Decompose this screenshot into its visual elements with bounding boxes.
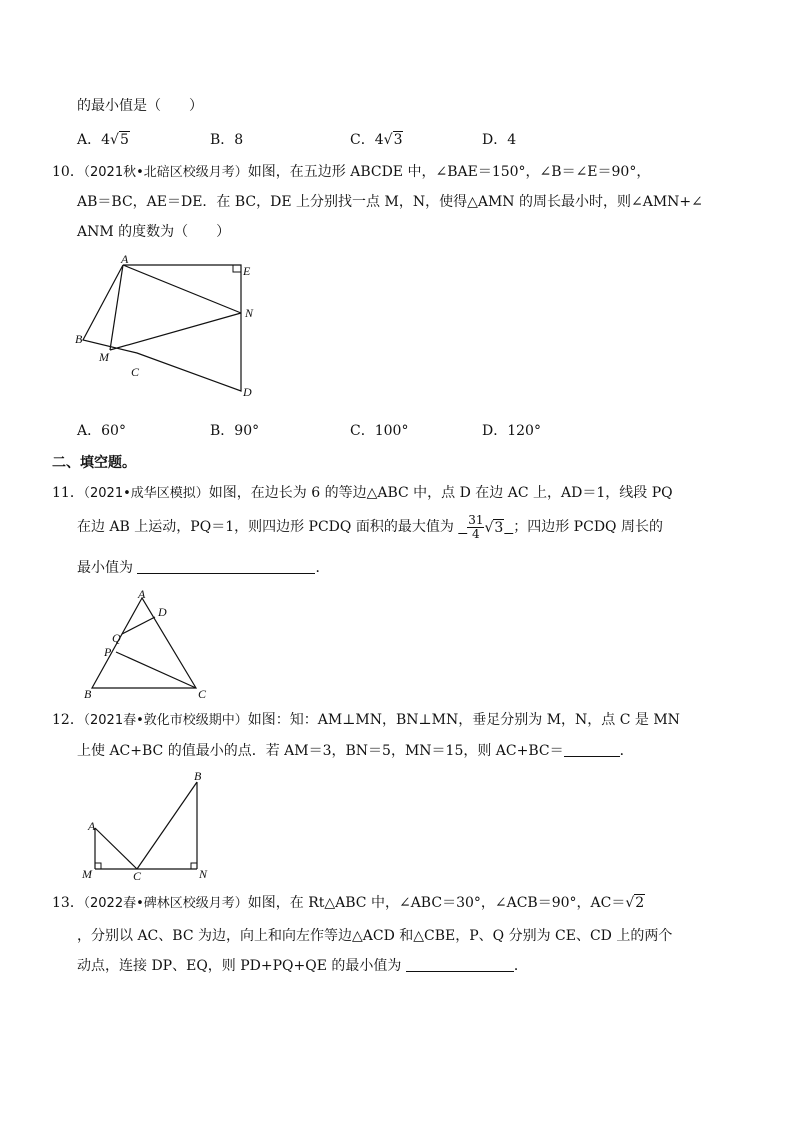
q10-option-b[interactable]: B．90°: [210, 423, 260, 439]
q11-line2: 在边 AB 上运动，PQ＝1，则四边形 PCDQ 面积的最大值为 $\frac{31}{4}$ √3 ；四边形 PCDQ 周长的: [77, 513, 663, 541]
q13-number: 13．: [52, 895, 84, 911]
q10-label-d: D: [243, 385, 252, 399]
q11-answer-fraction: $\frac{31}{4}$: [468, 513, 484, 541]
q12-number: 12．: [52, 712, 84, 728]
q13-source: （2022春•碑林区校级月考）: [77, 896, 248, 911]
q11-number: 11．: [52, 485, 84, 501]
q9-stem-tail: 的最小值是（ ）: [77, 98, 203, 114]
q13-line1: （2022春•碑林区校级月考）如图，在 Rt△ABC 中，∠ABC＝30°，∠ACB＝90°，AC＝√2: [77, 895, 645, 911]
q11-label-q: Q: [112, 631, 121, 645]
q13-line3: 动点，连接 DP、EQ，则 PD+PQ+QE 的最小值为 ．: [77, 958, 528, 974]
q12-figure: [80, 769, 210, 883]
q11-line3: 最小值为 ．: [77, 560, 330, 576]
q10-line3: ANM 的度数为（ ）: [77, 224, 231, 240]
q11-answer-blank[interactable]: $\frac{31}{4}$ √3: [468, 513, 504, 541]
q11-label-b: B: [84, 687, 92, 701]
q12-label-c: C: [133, 869, 142, 883]
q12-label-n: N: [199, 867, 208, 881]
q10-option-d[interactable]: D．120°: [482, 423, 541, 439]
q12-source: （2021春•敦化市校级期中）: [77, 713, 248, 728]
q12-line2: 上使 AC+BC 的值最小的点．若 AM＝3，BN＝5，MN＝15，则 AC+BC＝ ．: [77, 743, 634, 759]
q11-label-p: P: [104, 645, 112, 659]
q10-figure: [75, 252, 265, 403]
q9-option-b[interactable]: B．8: [210, 132, 244, 148]
q10-line1: （2021秋•北碚区校级月考）如图，在五边形 ABCDE 中，∠BAE＝150°，∠B＝∠E＝90°，: [77, 164, 651, 180]
q10-options: [77, 420, 677, 440]
q11-source: （2021•成华区模拟）: [77, 486, 209, 501]
q10-source: （2021秋•北碚区校级月考）: [77, 165, 248, 180]
q13-answer-blank[interactable]: [406, 957, 514, 972]
q10-line2: AB＝BC，AE＝DE．在 BC，DE 上分别找一点 M，N，使得△AMN 的周长最小时，则∠AMN+∠: [77, 194, 703, 210]
q12-label-m: M: [82, 867, 92, 881]
q10-label-m: M: [99, 350, 109, 364]
q12-answer-blank[interactable]: [564, 742, 620, 757]
q10-label-c: C: [131, 365, 140, 379]
q10-label-a: A: [121, 252, 129, 266]
q9-option-d[interactable]: D．4: [482, 132, 517, 148]
q12-label-b: B: [194, 769, 202, 783]
q12-line1: （2021春•敦化市校级期中）如图：知：AM⊥MN，BN⊥MN，垂足分别为 M，N，点 C 是 MN: [77, 712, 680, 728]
q11-line1: （2021•成华区模拟）如图，在边长为 6 的等边△ABC 中，点 D 在边 AC 上，AD＝1，线段 PQ: [77, 485, 673, 501]
q10-number: 10．: [52, 164, 84, 180]
q11-label-a: A: [138, 587, 146, 601]
q10-label-n: N: [245, 306, 254, 320]
q12-label-a: A: [88, 819, 96, 833]
q10-label-e: E: [243, 264, 251, 278]
q11-label-d: D: [158, 605, 167, 619]
q11-perimeter-blank[interactable]: [137, 559, 315, 574]
q10-option-a[interactable]: A．60°: [77, 423, 126, 439]
q9-option-c[interactable]: C．4√3: [350, 132, 403, 148]
q10-option-c[interactable]: C．100°: [350, 423, 409, 439]
q11-label-c: C: [198, 687, 207, 701]
section-title-fill-in: 二、填空题。: [52, 455, 136, 471]
q13-line2: ，分别以 AC、BC 为边，向上和向左作等边△ACD 和△CBE，P、Q 分别为 CE、CD 上的两个: [77, 928, 673, 944]
q9-option-a[interactable]: A．4√5: [77, 132, 129, 148]
q10-label-b: B: [75, 332, 83, 346]
q11-figure: [82, 587, 212, 701]
q9-options: [77, 129, 677, 149]
